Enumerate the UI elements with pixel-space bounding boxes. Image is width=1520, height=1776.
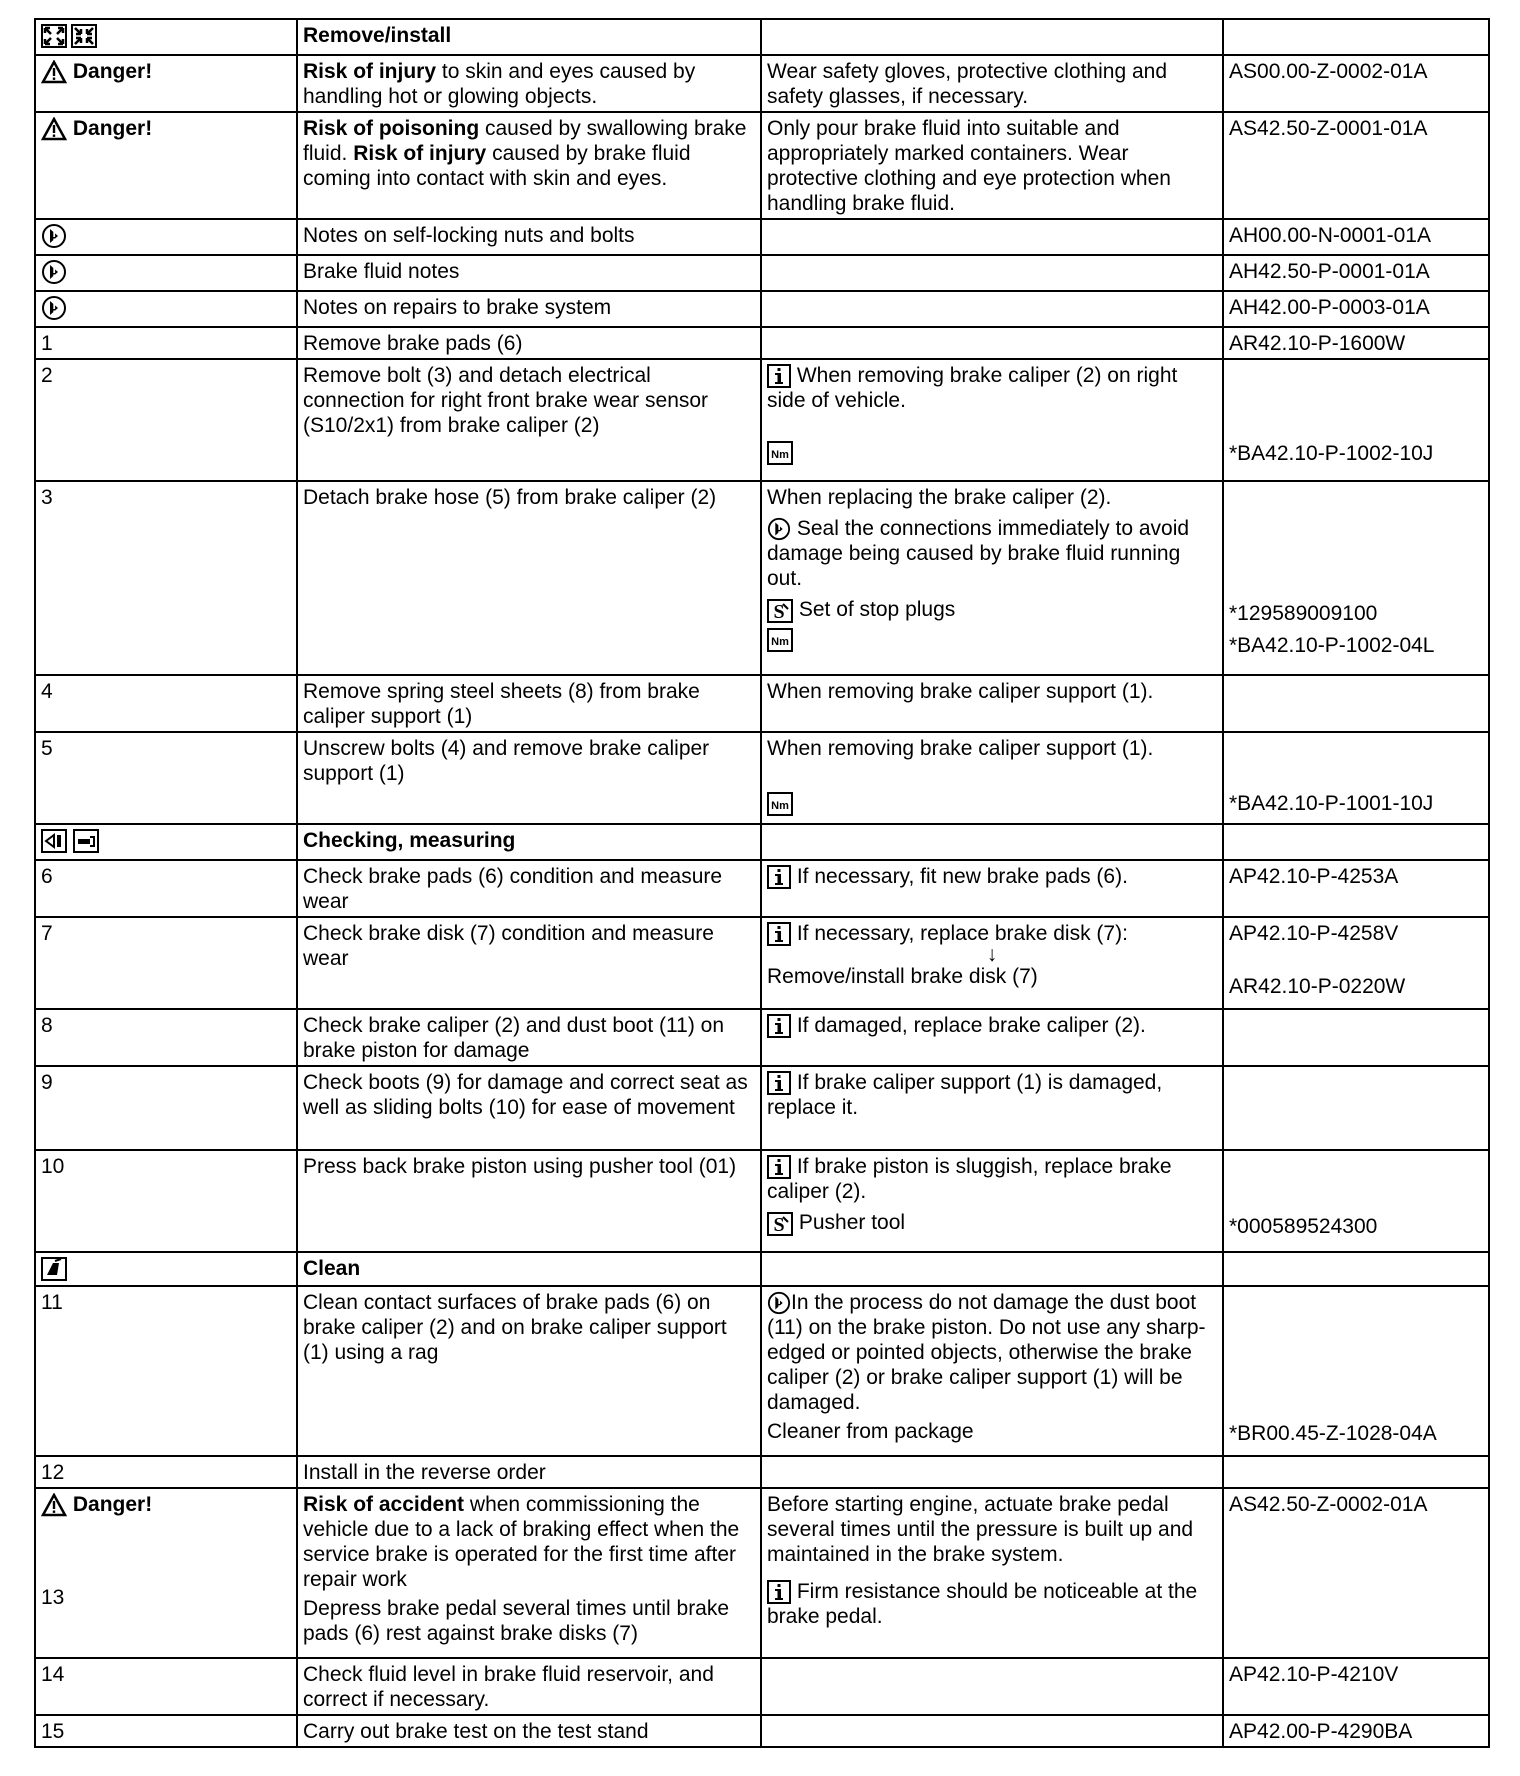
note-icon xyxy=(41,259,67,285)
step-details: When removing brake caliper (2) on right side of vehicle. Nm xyxy=(761,359,1223,481)
step-ref[interactable]: *BA42.10-P-1002-04L xyxy=(1229,634,1435,657)
step-text: Depress brake pedal several times until brake pads (6) rest against brake disks (7) xyxy=(303,1597,730,1645)
note-row xyxy=(35,255,1489,291)
step-text: Carry out brake test on the test stand xyxy=(297,1715,761,1747)
measure-icon xyxy=(73,829,99,853)
note-ref[interactable]: AH00.00-N-0001-01A xyxy=(1223,219,1489,255)
step-text: Check fluid level in brake fluid reservoir, and correct if necessary. xyxy=(297,1658,761,1715)
step-number: 5 xyxy=(35,732,297,824)
step-text: Unscrew bolts (4) and remove brake caliper support (1) xyxy=(297,732,761,824)
step-row xyxy=(35,1066,1489,1150)
step-number: 1 xyxy=(35,327,297,359)
step-number: 14 xyxy=(35,1658,297,1715)
step-number: 11 xyxy=(35,1286,297,1456)
svg-text:Nm: Nm xyxy=(771,636,789,649)
step-ref[interactable]: *BA42.10-P-1001-10J xyxy=(1229,792,1434,815)
note-ref[interactable]: AH42.50-P-0001-01A xyxy=(1223,255,1489,291)
danger-text: Risk of accident when commissioning the vehicle due to a lack of braking effect when the service brake is operated for the first time after repair work xyxy=(303,1493,740,1591)
step-number: 7 xyxy=(35,917,297,1009)
step-ref[interactable]: AP42.00-P-4290BA xyxy=(1223,1715,1489,1747)
step-ref[interactable]: AR42.10-P-1600W xyxy=(1223,327,1489,359)
step-text: Check brake pads (6) condition and measure wear xyxy=(297,860,761,917)
step-details: In the process do not damage the dust boot (11) on the brake piston. Do not use any sharp-edged or pointed objects, otherwise the brake caliper (2) or brake caliper support (1) will be damaged. Cleaner from package xyxy=(761,1286,1223,1456)
step-text: Remove bolt (3) and detach electrical connection for right front brake wear sensor (S10/2x1) from brake caliper (2) xyxy=(297,359,761,481)
danger-triangle-icon xyxy=(41,117,67,141)
section-header-clean xyxy=(35,1252,1489,1286)
step-number: 6 xyxy=(35,860,297,917)
note-icon xyxy=(767,517,791,541)
step-details: If necessary, fit new brake pads (6). xyxy=(761,860,1223,917)
step-row xyxy=(35,1286,1489,1456)
section-title: Remove/install xyxy=(297,19,761,55)
step-row xyxy=(35,1715,1489,1747)
note-icon xyxy=(41,295,67,321)
danger-step-text xyxy=(297,1488,761,1658)
svg-text:Nm: Nm xyxy=(771,448,789,461)
svg-text:S: S xyxy=(773,600,785,623)
info-icon xyxy=(767,364,791,388)
danger-measure: Before starting engine, actuate brake pedal several times until the pressure is built up and maintained in the brake system. xyxy=(767,1493,1194,1566)
section-header-checking xyxy=(35,824,1489,860)
torque-icon xyxy=(767,628,793,652)
info-icon xyxy=(767,1014,791,1038)
danger-row xyxy=(35,55,1489,112)
svg-text:S: S xyxy=(773,1213,785,1236)
step-row xyxy=(35,481,1489,675)
danger-label: Danger! xyxy=(72,117,153,140)
clean-icon xyxy=(41,1257,67,1281)
danger-text: Risk of injury to skin and eyes caused by handling hot or glowing objects. xyxy=(297,55,761,112)
note-ref[interactable]: AH42.00-P-0003-01A xyxy=(1223,291,1489,327)
tool-ref[interactable]: *000589524300 xyxy=(1229,1215,1378,1238)
step-details: If damaged, replace brake caliper (2). xyxy=(761,1009,1223,1066)
step-number: 12 xyxy=(35,1456,297,1488)
step-text: Detach brake hose (5) from brake caliper (2) xyxy=(297,481,761,675)
step-ref[interactable]: AP42.10-P-4210V xyxy=(1223,1658,1489,1715)
step-row xyxy=(35,1456,1489,1488)
danger-measure: Wear safety gloves, protective clothing and safety glasses, if necessary. xyxy=(761,55,1223,112)
step-number: 8 xyxy=(35,1009,297,1066)
step-number: 2 xyxy=(35,359,297,481)
step-ref[interactable]: AP42.10-P-4258V xyxy=(1229,922,1399,945)
step-row xyxy=(35,327,1489,359)
danger-label-cell xyxy=(35,55,297,112)
step-text: Check boots (9) for damage and correct seat as well as sliding bolts (10) for ease of movement xyxy=(297,1066,761,1150)
step-row xyxy=(35,1150,1489,1252)
note-text: Notes on self-locking nuts and bolts xyxy=(297,219,761,255)
note-row xyxy=(35,291,1489,327)
step-ref[interactable]: *BA42.10-P-1002-10J xyxy=(1229,442,1434,465)
step-ref[interactable]: AP42.10-P-4253A xyxy=(1223,860,1489,917)
svg-text:Nm: Nm xyxy=(771,800,789,813)
step-text: Check brake disk (7) condition and measure wear xyxy=(297,917,761,1009)
info-icon xyxy=(767,1155,791,1179)
down-arrow-icon: ↓ xyxy=(986,943,998,967)
step-row xyxy=(35,1658,1489,1715)
step-text: Install in the reverse order xyxy=(297,1456,761,1488)
section-title: Clean xyxy=(297,1252,761,1286)
info-icon xyxy=(767,1580,791,1604)
step-number: 10 xyxy=(35,1150,297,1252)
step-row xyxy=(35,860,1489,917)
step-number: 4 xyxy=(35,675,297,732)
danger-ref: AS42.50-Z-0002-01A xyxy=(1223,1488,1489,1658)
danger-step-row xyxy=(35,1488,1489,1658)
tool-ref[interactable]: *129589009100 xyxy=(1229,602,1378,625)
repair-procedure-table xyxy=(34,18,1490,1748)
danger-ref: AS42.50-Z-0001-01A xyxy=(1223,112,1489,219)
step-row xyxy=(35,732,1489,824)
section-icon-cell xyxy=(35,19,297,55)
danger-label: Danger! xyxy=(72,1493,153,1516)
step-number: 3 xyxy=(35,481,297,675)
danger-triangle-icon xyxy=(41,60,67,84)
link-text[interactable]: Remove/install brake disk (7) xyxy=(767,965,1038,989)
step-details: When removing brake caliper support (1). xyxy=(761,675,1223,732)
note-text: Brake fluid notes xyxy=(297,255,761,291)
torque-icon xyxy=(767,792,793,816)
torque-icon xyxy=(767,441,793,465)
step-details: If necessary, replace brake disk (7): ↓ Remove/install brake disk (7) xyxy=(761,917,1223,1009)
step-text: Check brake caliper (2) and dust boot (11) on brake piston for damage xyxy=(297,1009,761,1066)
note-row xyxy=(35,219,1489,255)
special-tool-icon xyxy=(767,599,793,623)
step-details: If brake piston is sluggish, replace brake caliper (2). S Pusher tool xyxy=(761,1150,1223,1252)
info-icon xyxy=(767,1071,791,1095)
note-icon xyxy=(41,223,67,249)
step-details: When removing brake caliper support (1). Nm xyxy=(761,732,1223,824)
note-icon xyxy=(767,1291,791,1315)
section-title: Checking, measuring xyxy=(297,824,761,860)
step-row xyxy=(35,675,1489,732)
step-ref[interactable]: *BR00.45-Z-1028-04A xyxy=(1229,1422,1437,1445)
danger-ref: AS00.00-Z-0002-01A xyxy=(1223,55,1489,112)
step-text: Clean contact surfaces of brake pads (6) on brake caliper (2) and on brake caliper support (1) using a rag xyxy=(297,1286,761,1456)
danger-triangle-icon xyxy=(41,1493,67,1517)
info-icon xyxy=(767,865,791,889)
step-details: If brake caliper support (1) is damaged, replace it. xyxy=(761,1066,1223,1150)
link-ref[interactable]: AR42.10-P-0220W xyxy=(1229,975,1406,998)
step-row xyxy=(35,917,1489,1009)
step-number: 9 xyxy=(35,1066,297,1150)
remove-install-icon xyxy=(41,24,97,48)
step-details: Before starting engine, actuate brake pedal several times until the pressure is built up and maintained in the brake system. Firm resistance should be noticeable at the brake pedal. xyxy=(761,1488,1223,1658)
danger-text: Risk of poisoning caused by swallowing brake fluid. Risk of injury caused by brake fluid coming into contact with skin and eyes. xyxy=(297,112,761,219)
step-number: 15 xyxy=(35,1715,297,1747)
danger-label: Danger! xyxy=(72,60,153,83)
danger-label-cell xyxy=(35,112,297,219)
step-row xyxy=(35,1009,1489,1066)
step-details: When replacing the brake caliper (2). Seal the connections immediately to avoid damage being caused by brake fluid running out. S Set of stop plugs Nm xyxy=(761,481,1223,675)
step-row xyxy=(35,359,1489,481)
step-text: Press back brake piston using pusher tool (01) xyxy=(297,1150,761,1252)
step-text: Remove brake pads (6) xyxy=(297,327,761,359)
danger-measure: Only pour brake fluid into suitable and appropriately marked containers. Wear protective clothing and eye protection when handling brake fluid. xyxy=(761,112,1223,219)
check-icon xyxy=(41,829,67,853)
danger-label-cell xyxy=(35,1488,297,1658)
special-tool-icon xyxy=(767,1212,793,1236)
step-number: 13 xyxy=(41,1586,65,1610)
info-icon xyxy=(767,922,791,946)
note-text: Notes on repairs to brake system xyxy=(297,291,761,327)
step-text: Remove spring steel sheets (8) from brake caliper support (1) xyxy=(297,675,761,732)
danger-row xyxy=(35,112,1489,219)
section-header-remove-install xyxy=(35,19,1489,55)
